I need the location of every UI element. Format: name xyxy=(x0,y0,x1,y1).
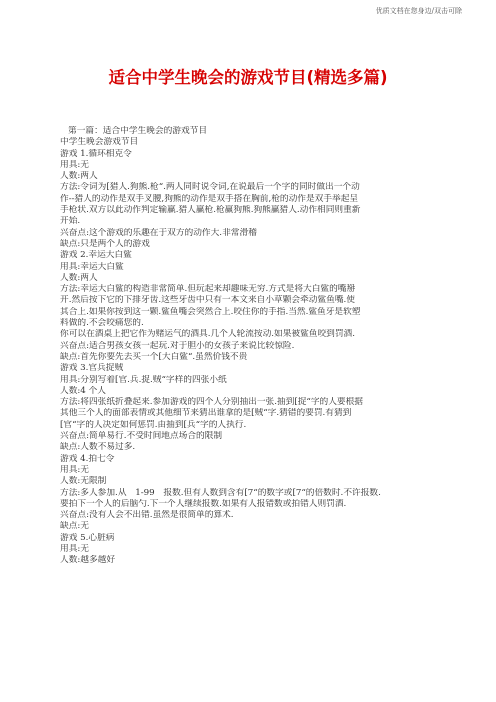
text-line: 作--猎人的动作是双手叉腰,狗熊的动作是双手搭在胸前,枪的动作是双手举起呈 xyxy=(60,193,359,204)
text-line: 人数:两人 xyxy=(60,171,98,182)
text-line: 其合上.如果你按到这一颗.鲨鱼嘴会突然合上.咬住你的手指.当然.鲨鱼牙是软塑 xyxy=(60,306,361,317)
text-line: 要拍下一个人的后脑勺.下一个人继续报数.如果有人报错数或拍错人则罚酒. xyxy=(60,498,347,509)
text-line: 人数:越多越好 xyxy=(60,555,116,566)
text-line: 用具:幸运大白鲨 xyxy=(60,261,124,272)
text-line: 人数:两人 xyxy=(60,272,98,283)
text-line: 料做的.不会咬痛您的. xyxy=(60,318,144,329)
text-line: 你可以在酒桌上把它作为赌运气的酒具.几个人轮流按动.如果被鲨鱼咬到罚酒. xyxy=(60,329,355,340)
text-line: 用具:分别写着[官.兵.捉.贼“字样的四张小纸 xyxy=(60,374,227,385)
document-title: 适合中学生晚会的游戏节目(精选多篇) xyxy=(108,68,388,87)
text-line: 缺点:无 xyxy=(60,521,89,532)
text-line: 游戏 5.心脏病 xyxy=(60,532,115,543)
text-line: 兴奋点:简单易行.不受时间地点场合的限制 xyxy=(60,431,223,442)
text-line: 第一篇：适合中学生晚会的游戏节目 xyxy=(68,126,207,136)
text-line: 游戏 3.官兵捉贼 xyxy=(60,363,124,374)
text-line: 用具:无 xyxy=(60,159,89,170)
text-line: 人数:无限制 xyxy=(60,476,107,487)
text-line: 用具:无 xyxy=(60,464,89,475)
text-line: 缺点:只是两个人的游戏 xyxy=(60,238,150,249)
text-line: 开.然后按下它的下排牙齿.这些牙齿中只有一本文来自小草颗会牵动鲨鱼嘴.使 xyxy=(60,295,355,306)
text-line: 人数:4 个人 xyxy=(60,385,106,396)
text-line: 方法:幸运大白鲨的构造非常简单.但玩起来却趣味无穷.方式是将大白鲨的嘴掰 xyxy=(60,284,356,295)
text-line: 兴奋点:适合男孩女孩一起玩.对于胆小的女孩子来说比较惊险. xyxy=(60,340,295,351)
text-line: 开始. xyxy=(60,216,81,227)
text-line: 缺点:人数不易过多. xyxy=(60,442,136,453)
header-note: 优质文档在您身边/双击可除 xyxy=(375,7,462,15)
text-line: 游戏 4.拍七令 xyxy=(60,453,115,464)
document-body xyxy=(60,126,440,567)
text-line: [官“字的人决定如何惩罚.由抽到[兵“字的人执行. xyxy=(60,419,247,430)
text-line: 其他三个人的面部表情或其他细节来猜出谁拿的是[贼“字.猜错的要罚.有猜到 xyxy=(60,408,352,419)
text-line: 方法:将四张纸折叠起来.参加游戏的四个人分别抽出一张.抽到[捉“字的人要根据 xyxy=(60,397,363,408)
text-line: 缺点:首先你要先去买一个[大白鲨“.虽然价钱不贵 xyxy=(60,351,248,362)
text-line: 中学生晚会游戏节目 xyxy=(60,137,139,148)
text-line: 游戏 1.循环相克令 xyxy=(60,148,132,159)
text-line: 兴奋点:没有人会不出错.虽然是很简单的算术. xyxy=(60,510,234,521)
text-line: 用具:无 xyxy=(60,543,89,554)
text-line: 方法:多人参加.从 1-99 报数.但有人数到含有[7“的数字或[7“的倍数时.不许报数. xyxy=(60,487,381,498)
text-line: 方法:令词为[猎人.狗熊.枪“.两人同时说令词,在说最后一个字的同时做出一个动 xyxy=(60,182,360,193)
text-line: 游戏 2.幸运大白鲨 xyxy=(60,250,132,261)
text-line: 兴奋点:这个游戏的乐趣在于双方的动作大.非常滑稽 xyxy=(60,227,257,238)
text-line: 手枪状.双方以此动作判定输赢.猎人赢枪.枪赢狗熊.狗熊赢猎人.动作相同则重新 xyxy=(60,205,361,216)
